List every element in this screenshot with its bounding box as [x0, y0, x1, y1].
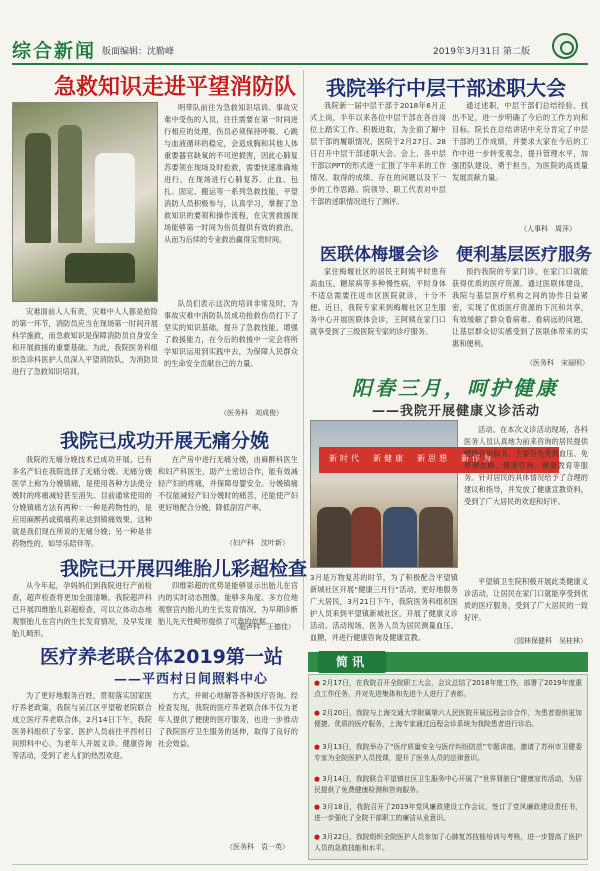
headline-mid-level-report: 我院举行中层干部述职大会	[326, 76, 566, 100]
photo-caption-free-clinic: 3月是万物复苏的时节，为了积极配合平望镇新城社区开展“健康三月行”活动，更好地服务广大居民，3月21日下午，我院医务科组织医护人员来到平望镇新城社区，开展了健康义诊活动。活动现场，医务人员为居民测量血压、血糖，并进行健康咨询及健康宣教。	[310, 573, 458, 642]
subhead-pingxi: ——平西村日间照料中心	[114, 672, 269, 687]
article-clinic-col2: 活动。在本次义诊活动现场，各科医务人员认真地为前来咨询的居民提供健康咨询服务，主要有免费测血压、免费测血糖、健康咨询、健康教育等服务。针对居民的具体情况给予了合理的建议和指导，并发放了健康宣教资料，受到了广大居民的欢迎和好评。	[464, 425, 588, 506]
article-delivery-col2: 在产房中进行无痛分娩，由麻醉科医生和妇产科医生、助产士密切合作，能有效减轻产妇的疼痛，并保障母婴安全。分娩镇痛不仅能减轻产妇分娩时的痛苦，还能使产妇更好地配合分娩，降低剖宫产率。	[158, 455, 298, 512]
byline-delivery: （妇产科 沈叶新）	[226, 539, 289, 547]
headline-fire-first-aid: 急救知识走进平望消防队	[54, 75, 297, 100]
masthead	[0, 30, 600, 62]
byline-clinic: （园林保健科 吴桂林）	[510, 637, 587, 645]
banner-slogan: 新时代 新健康 新思想 新作为	[329, 454, 494, 463]
byline-ultrasound: （超声科 王德佳）	[232, 623, 295, 631]
photo-first-aid-training	[12, 102, 158, 302]
headline-spring-health: 阳春三月，呵护健康	[352, 376, 559, 400]
article-ultrasound-col1: 从今年起，孕妈妈们到我院进行产前检查，超声检查将更加全面清晰。我院超声科已开展四维胎儿彩超检查，可以立体动态地观察胎儿在宫内的生长发育情况，及早发现胎儿畸形。	[12, 581, 152, 638]
headline-painless-delivery: 我院已成功开展无痛分娩	[60, 430, 270, 452]
brief-item: ● 2月17日，在我院召开全院职工大会，会议总结了2018年度工作，部署了2019年度重点工作任务，并对先进集体和先进个人进行了表彰。	[314, 679, 582, 698]
brief-item: ● 3月14日，我院联合平望镇社区卫生服务中心开展了“世界肾脏日”健康宣传活动，为居民提供了免费健康检测和咨询服务。	[314, 775, 582, 794]
byline-alliance: （医务科 宋丽明）	[526, 359, 589, 367]
photo-free-clinic	[310, 420, 494, 568]
brief-item: ● 2月20日，我院与上海交通大学附属第六人民医院开展远程会诊合作，为患者提供更加便捷、优质的医疗服务，上海专家通过远程会诊系统为我院患者进行诊治。	[314, 709, 582, 728]
article-alliance-col2: 预约我院的专家门诊，在家门口就能获得优质的医疗资源。通过医联体建设，我院与基层医疗机构之间的协作日益紧密，实现了优质医疗资源的下沉和共享，有效缓解了群众看病难、看病远的问题，让基层群众切实感受到了医联体带来的实惠和便利。	[452, 267, 588, 348]
article-care-col2: 方式，并耐心地解答各种医疗咨询。经检查发现，我院的医疗养老联合体不仅为老年人提供了便捷的医疗服务，也进一步推动了我院医疗卫生服务的延伸，取得了良好的社会效益。	[158, 691, 298, 748]
column-divider	[303, 70, 304, 630]
article-report-col2: 通过述职，中层干部们总结经验、找出不足，进一步明确了今后的工作方向和目标。院长在总结讲话中充分肯定了中层干部的工作成绩，并要求大家在今后的工作中进一步转变观念，提升管理水平，加强团队建设，勇于担当，为医院的高质量发展贡献力量。	[452, 101, 588, 182]
article-ultrasound-col2: 四维彩超的优势是能够显示出胎儿在宫内的实时动态图像，能够多角度、多方位地观察宫内胎儿的生长发育情况，为早期诊断胎儿先天性畸形提供了可靠的依据。	[158, 581, 298, 626]
header-divider	[12, 63, 588, 65]
article-report-col1: 我院新一届中层干部于2018年6月正式上岗，半年以来各位中层干部在各自岗位上踏实工作、积极进取，为全面了解中层干部的履职情况，医院于2月27日、28日召开中层干部述职大会。会上，各中层干部以PPT的形式逐一汇报了半年来的工作情况、取得的成绩、存在的问题以及下一步的工作思路。院领导、职工代表对中层干部的述职情况进行了测评。	[310, 101, 446, 206]
article-care-col1: 为了更好地服务百姓，贯彻落实国家医疗养老政策，我院与吴江区平望敬老院联合成立医疗养老联合体，2月14日下午，我院医务科组织了专家、医护人员前往平西村日间照料中心，为老年人开展义诊、健康咨询等活动，受到了老人们的热烈欢迎。	[12, 691, 152, 760]
section-title: 综合新闻	[12, 40, 97, 62]
article-clinic-col3: 平望镇卫生院积极开展此类健康义诊活动，让居民在家门口就能享受到优质的医疗服务，受到了广大居民的一致好评。	[464, 577, 588, 622]
headline-4d-ultrasound: 我院已开展四维胎儿彩超检查	[60, 558, 308, 580]
subhead-free-clinic: ——我院开展健康义诊活动	[372, 404, 541, 419]
byline-care: （医务科 袁一英）	[226, 843, 289, 851]
byline-report: （人事科 周萍）	[520, 225, 576, 233]
brief-item: ● 3月13日，我院举办了“医疗质量安全与医疗纠纷防范”专题讲座，邀请了苏州市卫健委专家为全院医护人员授课，提升了医务人员的法律意识。	[314, 743, 582, 762]
article-alliance-col1: 家住梅堰社区的居民王阿姨平时患有高血压、糖尿病等多种慢性病，平时身体不适总需要往返市区医院就诊，十分不便。近日，我院专家来到梅堰社区卫生服务中心开展医联体会诊，王阿姨在家门口就享受到了三级医院专家的诊疗服务。	[310, 267, 446, 336]
editor-credit: 版面编辑：沈勤峰	[102, 47, 175, 57]
brief-item: ● 3月18日，我院召开了2019年党风廉政建设工作会议，签订了党风廉政建设责任书，进一步强化了全院干部职工的廉洁从业意识。	[314, 803, 582, 822]
briefs-title: 简讯	[318, 651, 386, 673]
headline-care-alliance: 医疗养老联合体2019第一站	[40, 646, 283, 668]
article-fire-col-right-2: 队员们表示这次的培训非常及时，为事故灾难中消防队员成功抢救伤员打下了坚实的知识基础，提升了急救技能，增强了救援能力，在今后的救援中一定会将所学知识运用到实践中去，为保障人民群众的生命安全贡献自己的力量。	[164, 299, 298, 368]
brief-item: ● 3月22日，我院组织全院医护人员参加了心肺复苏技能培训与考核，进一步提高了医护人员的急救技能和水平。	[314, 833, 582, 852]
article-delivery-col1: 我院的无痛分娩技术已成功开展，已有多名产妇在我院选择了无痛分娩。无痛分娩医学上称为分娩镇痛，是使用各种方法使分娩时的疼痛减轻甚至消失。目前通常使用的分娩镇痛方法有两种：一种是药物性的，是应用麻醉药或镇痛药来达到镇痛效果，这种就是我们现在所说的无痛分娩；另一种是非药物性的，如导乐陪伴等。	[12, 455, 152, 548]
article-fire-col-left: 灾难面前人人有责，灾难中人人都是抢险的第一环节，消防员应当在现场第一时间开展科学施救，而急救知识是保障消防员自身安全和开展救援的重要基础。为此，我院医务科组织急诊科医护人员深入平望消防队，为消防员进行了急救知识培训。	[12, 307, 158, 376]
footer-divider	[12, 864, 588, 865]
headline-medical-alliance: 医联体梅堰会诊 便利基层医疗服务	[320, 245, 592, 265]
issue-date: 2019年3月31日 第二版	[433, 47, 530, 57]
byline-fire: （医务科 刘成俊）	[220, 409, 283, 417]
hospital-logo-icon	[552, 33, 578, 59]
article-fire-col-right: 明带队前往为急救知识培训。事故灾难中受伤的人员，往往需要在第一时间进行相应的处理，伤员必须保持呼吸、心跳与血液循环的稳定，会造成胸和其他人体重要器官缺氧的不可逆损害，因此心肺复苏要领在现场及时抢救，需要快速准确地进行，在现场进行心肺复苏、止血、包扎、固定、搬运等一系列急救技能，平望消防人员积极参与，认真学习，掌握了急救知识的要领和操作流程，在灾害救援现场能够第一时间为伤员提供有效的救治，从而为后续的专业救治赢得宝贵时间。	[164, 103, 298, 244]
